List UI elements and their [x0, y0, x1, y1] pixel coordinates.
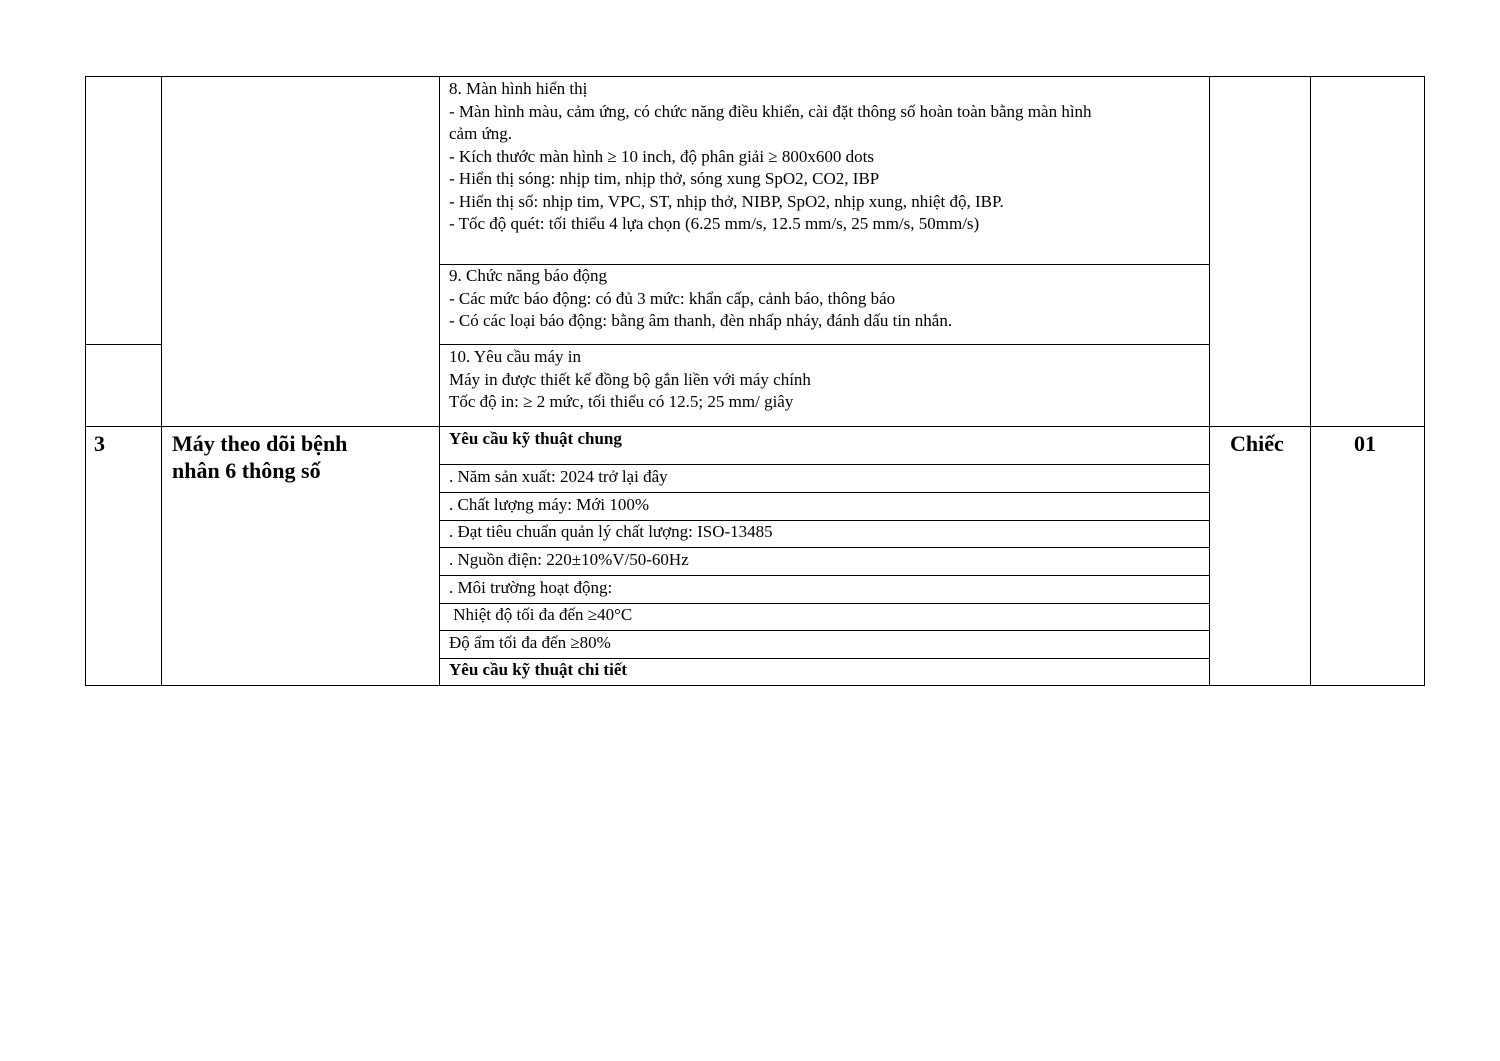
device-name-line: Máy theo dõi bệnh [172, 431, 348, 456]
row-divider [439, 630, 1210, 631]
row-divider [439, 464, 1210, 465]
unit: Chiếc [1230, 431, 1284, 456]
quantity: 01 [1354, 431, 1376, 456]
column-divider [1209, 76, 1210, 686]
section-10-printer [449, 346, 811, 414]
section-title: 8. Màn hình hiển thị [449, 79, 588, 98]
column-divider [439, 76, 440, 686]
row-divider [439, 575, 1210, 576]
spec-line: Độ ẩm tối đa đến ≥80% [449, 633, 611, 652]
section-8-display [449, 78, 1092, 236]
spec-line: - Hiển thị sóng: nhịp tim, nhịp thở, sóng xung SpO2, CO2, IBP [449, 169, 880, 188]
table-border-left [85, 76, 86, 686]
spec-line: . Năm sản xuất: 2024 trở lại đây [449, 467, 668, 486]
spec-line: . Nguồn điện: 220±10%V/50-60Hz [449, 550, 689, 569]
section-title: 10. Yêu cầu máy in [449, 347, 582, 366]
spec-line: - Màn hình màu, cảm ứng, có chức năng điều khiển, cài đặt thông số hoàn toàn bằng màn hình [449, 101, 1092, 121]
spec-line: . Chất lượng máy: Mới 100% [449, 495, 650, 514]
spec-line: - Tốc độ quét: tối thiểu 4 lựa chọn (6.25 mm/s, 12.5 mm/s, 25 mm/s, 50mm/s) [449, 214, 980, 233]
column-divider [161, 76, 162, 686]
spec-line: - Các mức báo động: có đủ 3 mức: khẩn cấp, cảnh báo, thông báo [449, 288, 896, 308]
spec-line: - Kích thước màn hình ≥ 10 inch, độ phân giải ≥ 800x600 dots [449, 146, 874, 166]
spec-line: Máy in được thiết kế đồng bộ gắn liền với máy chính [449, 369, 811, 389]
spec-line: . Đạt tiêu chuẩn quản lý chất lượng: ISO-13485 [449, 522, 773, 541]
spec-table [85, 76, 1425, 686]
table-border-top [85, 76, 1425, 77]
general-requirements-header: Yêu cầu kỹ thuật chung [449, 429, 622, 448]
section-9-alarm [449, 265, 952, 333]
row-divider [439, 492, 1210, 493]
spec-line: Tốc độ in: ≥ 2 mức, tối thiểu có 12.5; 25 mm/ giây [449, 392, 794, 411]
row-divider [85, 344, 162, 345]
spec-line: - Có các loại báo động: bằng âm thanh, đèn nhấp nháy, đánh dấu tin nhắn. [449, 311, 953, 330]
device-name [172, 430, 347, 484]
section-title: 9. Chức năng báo động [449, 266, 607, 285]
spec-line: cảm ứng. [449, 124, 513, 143]
detail-requirements-header: Yêu cầu kỹ thuật chi tiết [449, 660, 628, 679]
row-divider [439, 344, 1210, 345]
table-border-right [1424, 76, 1425, 686]
spec-line: . Môi trường hoạt động: [449, 578, 613, 597]
row-divider [85, 426, 1425, 427]
table-border-bottom [85, 685, 1425, 686]
row-number: 3 [94, 431, 105, 456]
row-divider [439, 547, 1210, 548]
column-divider [1310, 76, 1311, 686]
device-name-line: nhân 6 thông số [172, 458, 321, 483]
spec-line: - Hiển thị số: nhịp tim, VPC, ST, nhịp thở, NIBP, SpO2, nhịp xung, nhiệt độ, IBP. [449, 191, 1004, 211]
spec-line: Nhiệt độ tối đa đến ≥40°C [449, 605, 633, 624]
